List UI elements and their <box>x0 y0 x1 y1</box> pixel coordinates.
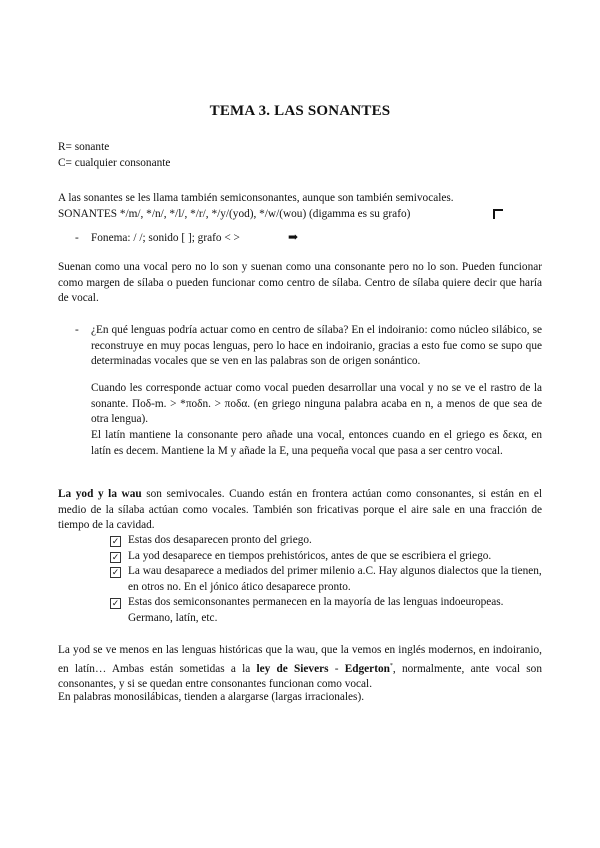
list-item: ✓ Estas dos desaparecen pronto del griego. <box>111 534 312 546</box>
edgerton: Edgerton <box>344 662 390 675</box>
page-title: TEMA 3. LAS SONANTES <box>209 103 391 119</box>
final-line: En palabras monosilábicas, tienden a alargarse (largas irracionales). <box>58 691 365 703</box>
intro-line1: A las sonantes se les llama también semiconsonantes, aunque son también semivocales. <box>58 192 454 204</box>
checkbox-icon: ✓ <box>111 567 120 578</box>
ley-sievers: ley de Sievers <box>256 662 329 675</box>
yod-wau-label: La yod y la wau <box>58 488 142 500</box>
definition-consonante: C= cualquier consonante <box>58 156 171 169</box>
paragraph-sonantes: Suenan como una vocal pero no lo son y suenan como una consonante pero no lo son. Pueden funcionar como margen de sílaba o pueden funcionar como centro de sílaba. Centro de sílaba quiere decir que haría de vocal. <box>58 261 542 305</box>
latin-paragraph: El latín mantiene la consonante pero añade una vocal, entonces cuando en el griego es δεκα, en latín es decem. Mantiene la M y añade la E, una pequeña vocal que pasa a ser centro vocal. <box>91 429 542 457</box>
dash-bullet: - <box>75 232 79 244</box>
definitions <box>58 140 542 171</box>
final-paragraph: La yod se ve menos en las lenguas históricas que la wau, que la vemos en inglés modernos, en indoiranio, en latín… Ambas están sometidas a la ley de Sievers - Edgerton*, normalmente, ante vocal son consonantes, y si se quedan entre consonantes funcionan como vocal. <box>58 644 542 690</box>
intro <box>58 191 542 222</box>
intro-line2: SONANTES */m/, */n/, */l/, */r/, */y/(yod), */w/(wou) (digamma es su grafo) <box>58 207 411 220</box>
arrow-icon: ➡ <box>288 230 299 244</box>
question-text: ¿En qué lenguas podría actuar como en centro de sílaba? En el indoiranio: como núcleo silábico, se reconstruye en muy pocas lenguas, pero lo hace en indoiranio, gracias a esto fue como se supo que determinadas vocales que se ven en las palabras son de origen sonántico. <box>91 324 542 368</box>
fonema-text: Fonema: / /; sonido [ ]; grafo < > <box>91 232 240 244</box>
vocal-paragraph: Cuando les corresponde actuar como vocal pueden desarrollar una vocal y no se ve el rastro de la sonante. Ποδ-m. > *ποδn. > ποδα. (en griego ninguna palabra acaba en n, a menos de que sea de otra lengua). <box>91 382 542 426</box>
yod-text: son semivocales. Cuando están en frontera actúan como consonantes, si están en el medio de la sílaba actúan como vocales. También son fricativas porque el aire sale en una fracción de tiempo de la cavidad. <box>58 488 542 532</box>
list-item: ✓ Estas dos semiconsonantes permanecen en la mayoría de las lenguas indoeuropeas. Germano, latín, etc. <box>111 596 504 624</box>
list-item: ✓ La wau desaparece a mediados del primer milenio a.C. Hay algunos dialectos que la tienen, en otros no. En el jónico ático desaparece pronto. <box>111 565 542 593</box>
definition-sonante: R= sonante <box>58 141 110 153</box>
dash-bullet: - <box>75 324 79 336</box>
corner-mark-icon <box>493 209 503 219</box>
checkbox-icon: ✓ <box>111 598 120 609</box>
check-list <box>108 533 542 627</box>
checkbox-icon: ✓ <box>111 536 120 546</box>
checkbox-icon: ✓ <box>111 551 120 562</box>
yod-paragraph <box>58 487 542 534</box>
list-item: ✓ La yod desaparece en tiempos prehistóricos, antes de que se escribiera el griego. <box>111 549 492 562</box>
